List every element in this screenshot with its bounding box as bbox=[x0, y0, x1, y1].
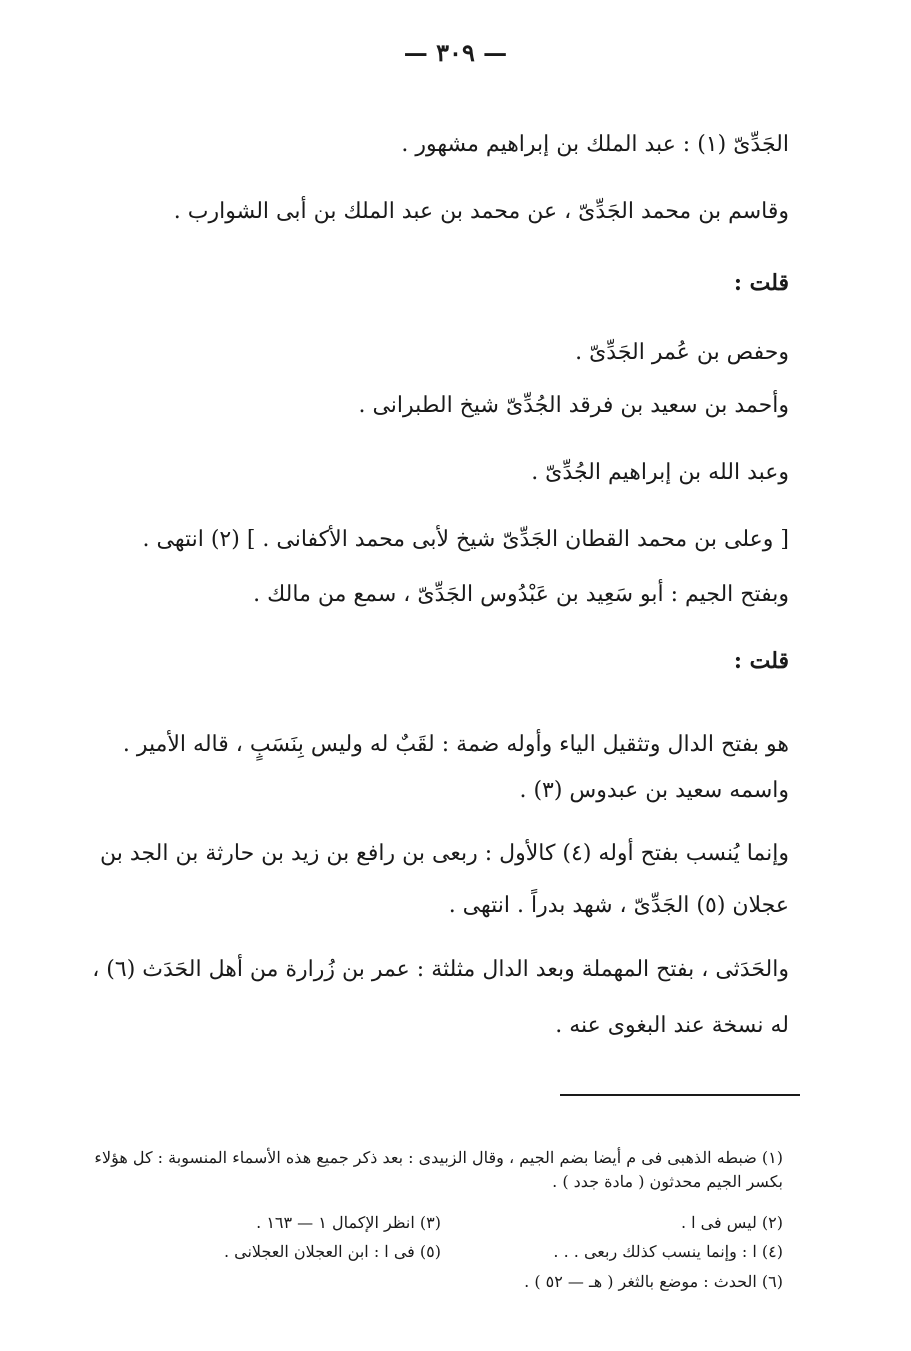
body-paragraph: والحَدَثى ، بفتح المهملة وبعد الدال مثلثة : عمر بن زُرارة من أهل الحَدَث (٦) ، له نسخة عند البغوى عنه . bbox=[92, 957, 789, 1038]
footnote: (٦) الحدث : موضع بالثغر ( هـ — ٥٢ ) . bbox=[524, 1272, 783, 1291]
section-heading: قلت : bbox=[733, 648, 789, 674]
body-line: وحفص بن عُمر الجَدِّىّ . bbox=[575, 340, 789, 365]
footnote: (٥) فى ا : ابن العجلان العجلانى . bbox=[223, 1242, 441, 1261]
body-line: وأحمد بن سعيد بن فرقد الجُدِّىّ شيخ الطبرانى . bbox=[358, 393, 789, 418]
footnote: (٢) ليس فى ا . bbox=[680, 1213, 783, 1232]
body-line: الجَدِّىّ (١) : عبد الملك بن إبراهيم مشهور . bbox=[401, 132, 789, 157]
body-line: [ وعلى بن محمد القطان الجَدِّىّ شيخ لأبى محمد الأكفانى . ] (٢) انتهى . bbox=[142, 527, 789, 552]
body-line: وبفتح الجيم : أبو سَعِيد بن عَبْدُوس الجَدِّىّ ، سمع من مالك . bbox=[253, 582, 789, 607]
footnote-separator bbox=[560, 1094, 800, 1096]
footnote: (٣) انظر الإكمال ١ — ١٦٣ . bbox=[256, 1213, 441, 1232]
body-line: وقاسم بن محمد الجَدِّىّ ، عن محمد بن عبد الملك بن أبى الشوارب . bbox=[173, 199, 789, 224]
footnote: (٤) ا : وإنما ينسب كذلك ربعى . . . bbox=[553, 1242, 783, 1261]
page-number: — ٣٠٩ — bbox=[403, 38, 508, 67]
section-heading: قلت : bbox=[733, 270, 789, 296]
body-paragraph: هو بفتح الدال وتثقيل الياء وأوله ضمة : لقَبٌ له وليس بِنَسَبٍ ، قاله الأمير . واسمه سعيد بن عبدوس (٣) . bbox=[122, 732, 789, 803]
body-line: وعبد الله بن إبراهيم الجُدِّىّ . bbox=[531, 460, 789, 485]
footnote: (١) ضبطه الذهبى فى م أيضا بضم الجيم ، وقال الزبيدى : بعد ذكر جميع هذه الأسماء المنسوبة : كل هؤلاء بكسر الجيم محدثون ( مادة جدد ) . bbox=[94, 1148, 783, 1191]
body-paragraph: وإنما يُنسب بفتح أوله (٤) كالأول : ربعى بن رافع بن زيد بن حارثة بن الجد بن عجلان (٥) الجَدِّىّ ، شهد بدراً . انتهى . bbox=[100, 841, 789, 918]
